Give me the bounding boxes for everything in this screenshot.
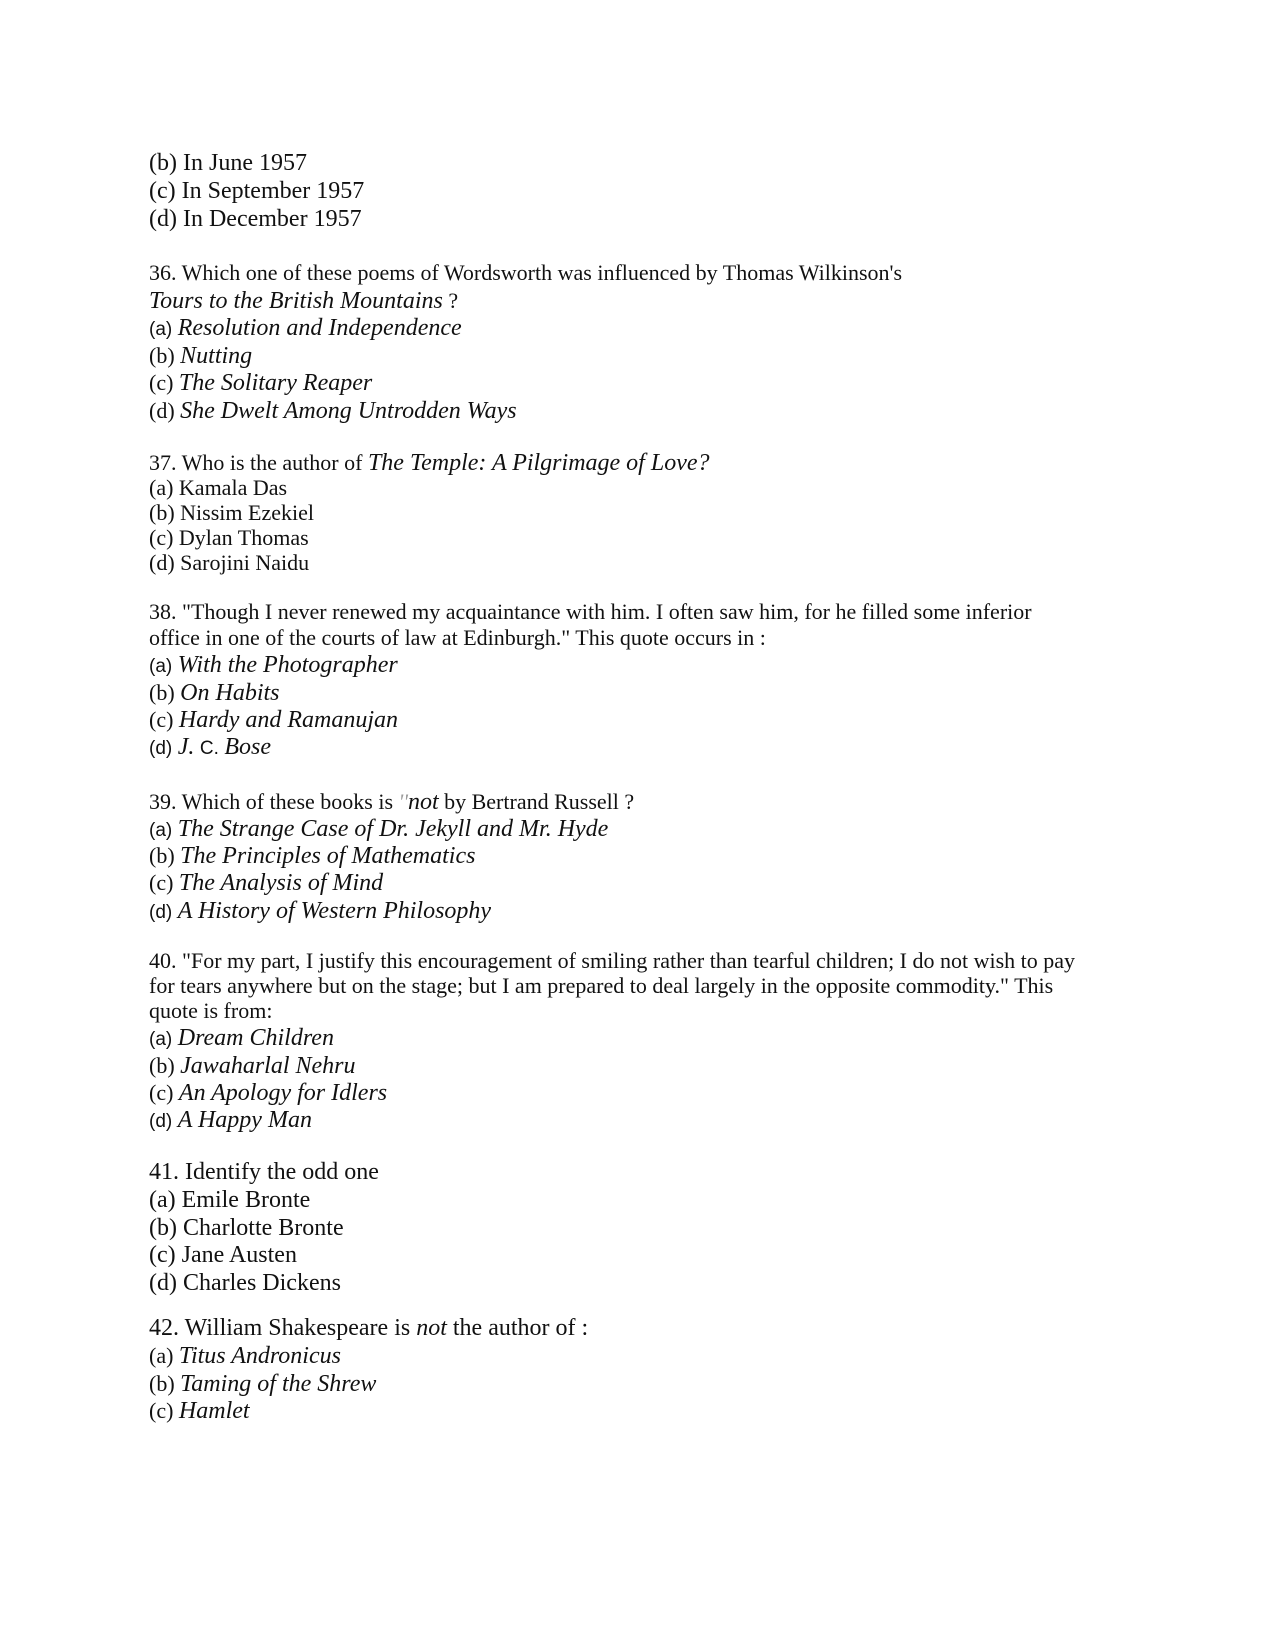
q39-option-c: (c) The Analysis of Mind — [149, 870, 384, 896]
q36-option-d: (d) She Dwelt Among Untrodden Ways — [149, 398, 517, 424]
q37-option-d: (d) Sarojini Naidu — [149, 550, 310, 575]
q35-option-b: (b) In June 1957 — [149, 150, 307, 176]
q37-question: 37. Who is the author of The Temple: A Pilgrimage of Love? — [149, 450, 710, 476]
q37-option-a: (a) Kamala Das — [149, 475, 288, 500]
q37-option-b: (b) Nissim Ezekiel — [149, 500, 314, 525]
q36-option-a: (a) Resolution and Independence — [149, 315, 462, 341]
q42-option-a: (a) Titus Andronicus — [149, 1343, 341, 1369]
q42-option-b: (b) Taming of the Shrew — [149, 1371, 377, 1397]
q35-option-c: (c) In September 1957 — [149, 178, 365, 204]
q36-question-line-2: Tours to the British Mountains ? — [149, 288, 459, 314]
q40-option-a: (a) Dream Children — [149, 1025, 334, 1051]
q41-question: 41. Identify the odd one — [149, 1159, 379, 1185]
q37-option-c: (c) Dylan Thomas — [149, 525, 309, 550]
q38-option-d: (d) J. C. Bose — [149, 734, 272, 760]
q42-option-c: (c) Hamlet — [149, 1398, 250, 1424]
q41-option-b: (b) Charlotte Bronte — [149, 1215, 344, 1241]
q36-option-b: (b) Nutting — [149, 343, 253, 369]
q38-option-b: (b) On Habits — [149, 680, 280, 706]
q35-option-d: (d) In December 1957 — [149, 206, 362, 232]
q42-question: 42. William Shakespeare is not the author of : — [149, 1315, 589, 1341]
q41-option-c: (c) Jane Austen — [149, 1242, 297, 1268]
q38-question-line-2: office in one of the courts of law at Edinburgh." This quote occurs in : — [149, 625, 766, 650]
q40-question-line-1: 40. "For my part, I justify this encouragement of smiling rather than tearful children; I do not wish to pay — [149, 948, 1076, 973]
q38-option-a: (a) With the Photographer — [149, 652, 398, 678]
q39-question: 39. Which of these books is ''not by Bertrand Russell ? — [149, 789, 635, 815]
q40-option-b: (b) Jawaharlal Nehru — [149, 1053, 356, 1079]
q39-option-b: (b) The Principles of Mathematics — [149, 843, 476, 869]
q36-question-line-1: 36. Which one of these poems of Wordsworth was influenced by Thomas Wilkinson's — [149, 260, 903, 285]
q40-option-c: (c) An Apology for Idlers — [149, 1080, 388, 1106]
q41-option-d: (d) Charles Dickens — [149, 1270, 341, 1296]
q40-option-d: (d) A Happy Man — [149, 1107, 312, 1133]
q39-option-d: (d) A History of Western Philosophy — [149, 898, 492, 924]
q40-question-line-3: quote is from: — [149, 998, 273, 1023]
q36-option-c: (c) The Solitary Reaper — [149, 370, 373, 396]
q39-option-a: (a) The Strange Case of Dr. Jekyll and Mr. Hyde — [149, 816, 609, 842]
q38-option-c: (c) Hardy and Ramanujan — [149, 707, 399, 733]
q40-question-line-2: for tears anywhere but on the stage; but I am prepared to deal largely in the opposite commodity." This — [149, 973, 1054, 998]
q41-option-a: (a) Emile Bronte — [149, 1187, 311, 1213]
q38-question-line-1: 38. "Though I never renewed my acquaintance with him. I often saw him, for he filled some inferior — [149, 599, 1032, 624]
